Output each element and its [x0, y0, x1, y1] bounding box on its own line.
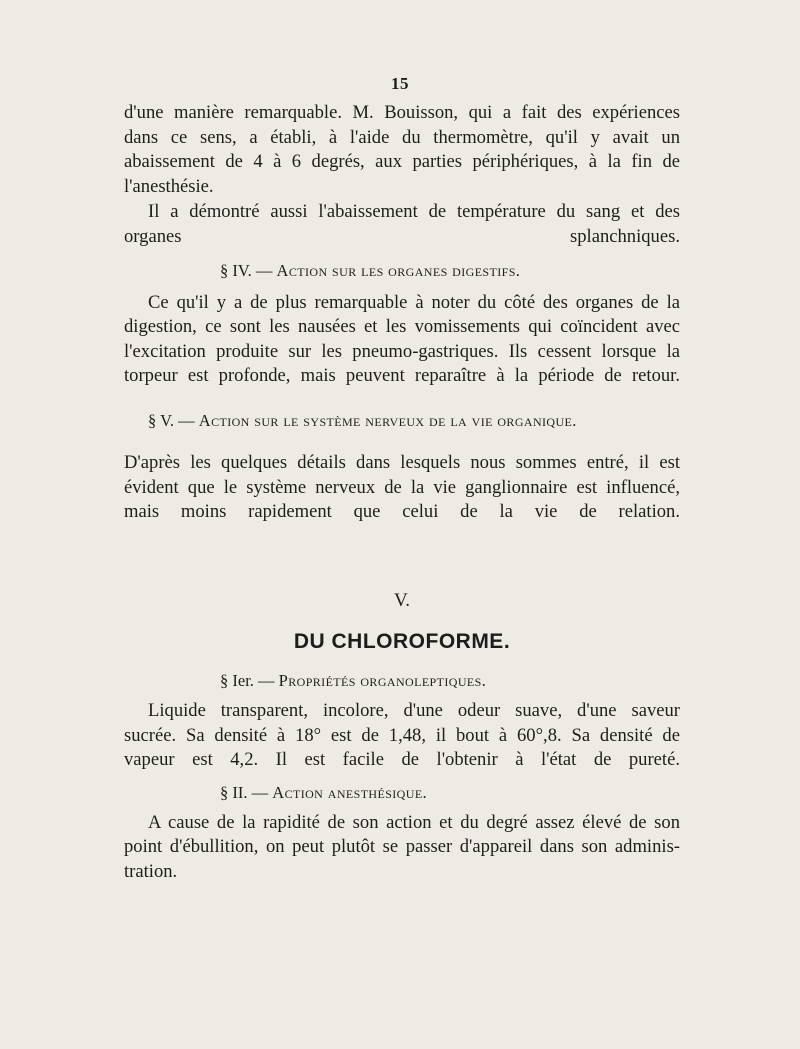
text-column [124, 101, 680, 884]
section-heading-v [124, 409, 680, 433]
text-line: organes splanchniques. [124, 225, 680, 247]
text-line: l'anesthésie. [124, 175, 214, 197]
section-title: Propriétés organoleptiques. [278, 670, 487, 690]
text-line: vapeur est 4,2. Il est facile de l'obtenir à l'état de pureté. [124, 749, 680, 771]
section-title: Action anesthésique. [272, 782, 428, 802]
text-line: l'excitation produite sur les pneumo-gastriques. Ils cessent lorsque la [124, 340, 680, 362]
section-heading-iv [124, 259, 680, 283]
text-line: tration. [124, 860, 178, 882]
page-number: 15 [391, 74, 409, 93]
paragraph-anesthetic-action [124, 811, 680, 885]
section-heading-i [124, 669, 680, 693]
text-line: évident que le système nerveux de la vie ganglionnaire est influencé, [124, 476, 680, 498]
text-line: Liquide transparent, incolore, d'une odeur suave, d'une saveur [148, 699, 680, 721]
section-mark: § V. — [148, 410, 199, 430]
section-heading-ii [124, 781, 680, 805]
text-line: Il a démontré aussi l'abaissement de température du sang et des [148, 201, 680, 223]
text-line: digestion, ce sont les nausées et les vomissements qui coïncident avec [124, 316, 680, 338]
text-line: A cause de la rapidité de son action et du degré assez élevé de son [148, 811, 680, 833]
text-line: d'une manière remarquable. M. Bouisson, qui a fait des expériences [124, 102, 680, 123]
text-line: mais moins rapidement que celui de la vie de relation. [124, 501, 680, 523]
text-line: sucrée. Sa densité à 18° est de 1,48, il bout à 60°,8. Sa densité de [124, 724, 680, 746]
paragraph-organoleptic-properties [124, 699, 680, 773]
text-line: point d'ébullition, on peut plutôt se passer d'appareil dans son adminis- [124, 836, 680, 858]
section-title: Action sur le système nerveux de la vie organique. [198, 410, 577, 430]
text-line: Ce qu'il y a de plus remarquable à noter du côté des organes de la [148, 291, 680, 313]
text-line: torpeur est profonde, mais peuvent reparaître à la période de retour. [124, 365, 680, 387]
chapter-number: V. [393, 589, 411, 611]
section-mark: § Ier. — [220, 670, 279, 690]
text-line: abaissement de 4 à 6 degrés, aux parties périphériques, à la fin de [124, 151, 680, 173]
text-line: dans ce sens, a établi, à l'aide du thermomètre, qu'il y avait un [124, 126, 680, 148]
section-mark: § IV. — [220, 260, 277, 280]
text-line: D'après les quelques détails dans lesquels nous sommes entré, il est [124, 451, 680, 473]
chapter-title: DU CHLOROFORME. [293, 630, 511, 654]
paragraph-digestive-action [124, 291, 680, 389]
section-title: Action sur les organes digestifs. [276, 260, 521, 280]
paragraph-organic-nervous-system [124, 451, 680, 525]
paragraph-blood-temperature [124, 200, 680, 249]
paragraph-temperature-bouisson [124, 101, 680, 199]
section-mark: § II. — [220, 782, 273, 802]
